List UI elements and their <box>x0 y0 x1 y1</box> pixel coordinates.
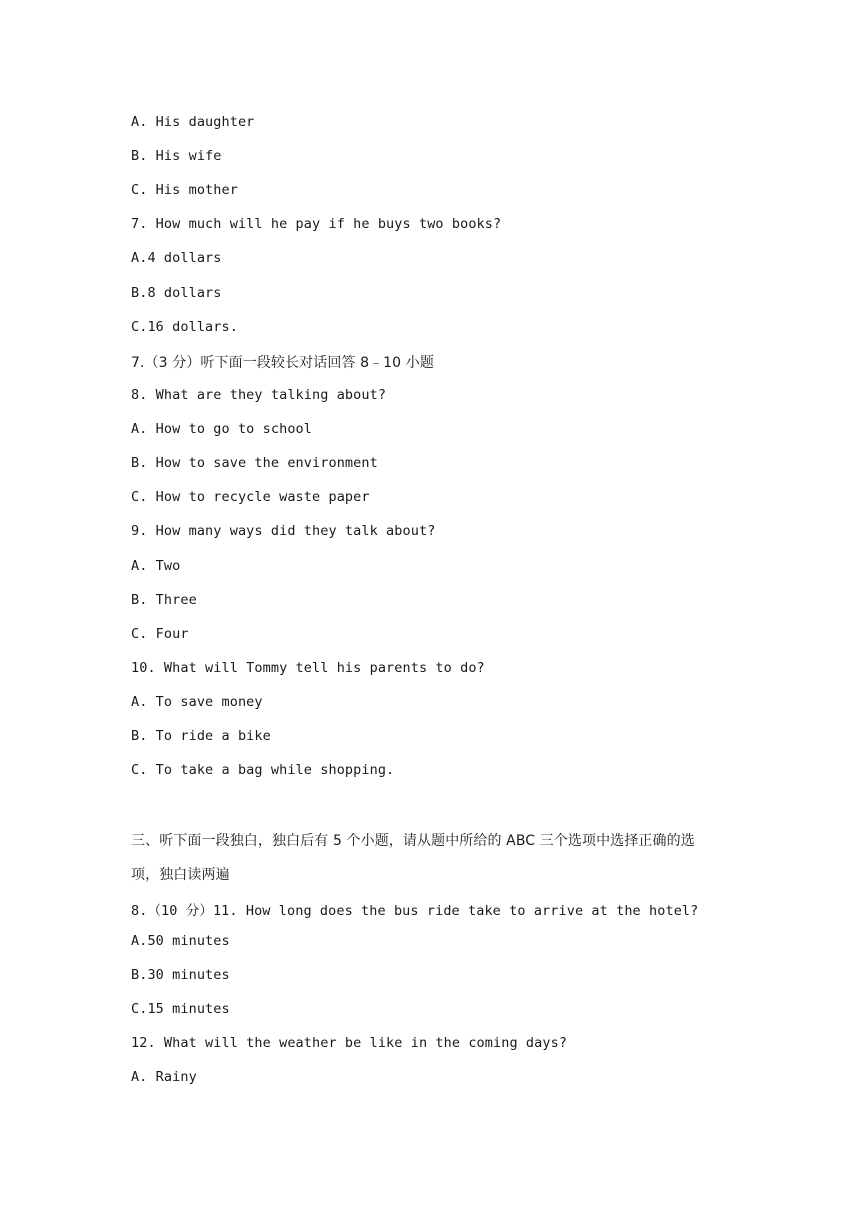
q10-option-a: A. To save money <box>131 694 263 710</box>
q8-question: 8. What are they talking about? <box>131 387 387 403</box>
section-three-heading: 三、听下面一段独白，独白后有 5 个小题，请从题中所给的 ABC 三个选项中选择正确的选 <box>131 833 695 849</box>
q11-option-c: C.15 minutes <box>131 1001 230 1017</box>
q11-option-b: B.30 minutes <box>131 967 230 983</box>
q10-question: 10. What will Tommy tell his parents to do? <box>131 660 485 676</box>
q8-option-c: C. How to recycle waste paper <box>131 489 370 505</box>
q10-option-b: B. To ride a bike <box>131 728 271 744</box>
q8-option-a: A. How to go to school <box>131 421 313 437</box>
q11-question: 8.（10 分）11. How long does the bus ride take to arrive at the hotel? <box>131 903 699 919</box>
q10-option-c: C. To take a bag while shopping. <box>131 762 395 778</box>
q7-option-b: B.8 dollars <box>131 285 222 301</box>
q7-option-c: C.16 dollars. <box>131 319 238 335</box>
q7-question: 7. How much will he pay if he buys two books? <box>131 216 502 232</box>
section-three-heading-cont: 项，独白读两遍 <box>131 867 230 883</box>
q11-option-a: A.50 minutes <box>131 933 230 949</box>
q9-option-c: C. Four <box>131 626 189 642</box>
section-instruction-7: 7.（3 分）听下面一段较长对话回答 8﹣10 小题 <box>131 355 434 371</box>
q9-option-b: B. Three <box>131 592 197 608</box>
q9-option-a: A. Two <box>131 558 181 574</box>
q6-option-b: B. His wife <box>131 148 222 164</box>
q9-question: 9. How many ways did they talk about? <box>131 523 436 539</box>
q7-option-a: A.4 dollars <box>131 250 222 266</box>
q6-option-c: C. His mother <box>131 182 238 198</box>
q8-option-b: B. How to save the environment <box>131 455 378 471</box>
q12-question: 12. What will the weather be like in the coming days? <box>131 1035 568 1051</box>
q12-option-a: A. Rainy <box>131 1069 197 1085</box>
q6-option-a: A. His daughter <box>131 114 255 130</box>
